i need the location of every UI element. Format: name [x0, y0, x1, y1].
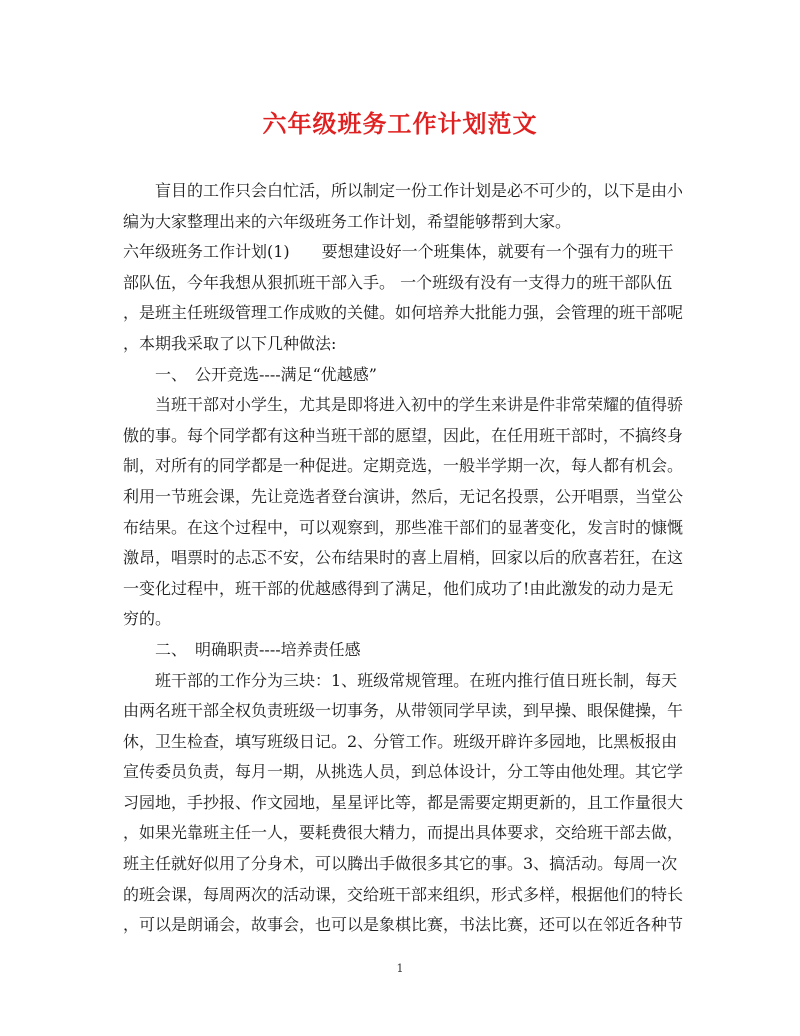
text-line: 休，卫生检查，填写班级日记。2、分管工作。班级开辟许多园地，比黑板报由	[123, 731, 678, 751]
text-line: 利用一节班会课，先让竞选者登台演讲，然后，无记名投票，公开唱票，当堂公	[123, 486, 683, 506]
text-line: 由两名班干部全权负责班级一切事务，从带领同学早读，到早操、眼保健操，午	[123, 701, 683, 721]
text-line: 六年级班务工作计划(1) 要想建设好一个班集体，就要有一个强有力的班干	[123, 242, 674, 262]
text-line: ，是班主任班级管理工作成败的关健。如何培养大批能力强，会管理的班干部呢	[123, 303, 683, 323]
text-line: 布结果。在这个过程中，可以观察到，那些准干部们的显著变化，发言时的慷慨	[123, 517, 683, 537]
text-line: 当班干部对小学生，尤其是即将进入初中的学生来讲是件非常荣耀的值得骄	[155, 395, 683, 415]
document-body	[123, 176, 683, 941]
text-line: 班主任就好似用了分身术，可以腾出手做很多其它的事。3、搞活动。每周一次	[123, 854, 678, 874]
text-line: ，本期我采取了以下几种做法:	[123, 333, 337, 353]
text-line: 的班会课，每周两次的活动课，交给班干部来组织，形式多样，根据他们的特长	[123, 884, 683, 904]
text-line: 傲的事。每个同学都有这种当班干部的愿望，因此，在任用班干部时，不搞终身	[123, 425, 683, 445]
text-line: 编为大家整理出来的六年级班务工作计划，希望能够帮到大家。	[123, 211, 572, 231]
text-line: 一、 公开竞选----满足“优越感”	[155, 364, 377, 384]
text-line: 二、 明确职责----培养责任感	[155, 639, 361, 659]
text-line: 班干部的工作分为三块：1、班级常规管理。在班内推行值日班长制，每天	[155, 670, 678, 690]
text-line: 激昂，唱票时的忐忑不安，公布结果时的喜上眉梢，回家以后的欣喜若狂，在这	[123, 548, 683, 568]
text-line: 一变化过程中，班干部的优越感得到了满足，他们成功了!由此激发的动力是无	[123, 578, 674, 598]
text-line: 盲目的工作只会白忙活，所以制定一份工作计划是必不可少的，以下是由小	[155, 181, 683, 200]
text-line: 制，对所有的同学都是一种促进。定期竞选，一般半学期一次，每人都有机会。	[123, 456, 683, 476]
text-line: 宣传委员负责，每月一期，从挑选人员，到总体设计，分工等由他处理。其它学	[123, 762, 683, 782]
text-line: ，可以是朗诵会，故事会，也可以是象棋比赛，书法比赛，还可以在邻近各种节	[123, 915, 683, 935]
text-line: 习园地，手抄报、作文园地，星星评比等，都是需要定期更新的，且工作量很大	[123, 792, 683, 812]
text-line: 穷的。	[123, 609, 172, 629]
text-line: ，如果光靠班主任一人，要耗费很大精力，而提出具体要求，交给班干部去做，	[123, 823, 683, 843]
page-number: 1	[396, 962, 404, 975]
text-line: 部队伍，今年我想从狠抓班干部入手。 一个班级有没有一支得力的班干部队伍	[123, 272, 673, 292]
document-title: 六年级班务工作计划范文	[262, 109, 538, 138]
